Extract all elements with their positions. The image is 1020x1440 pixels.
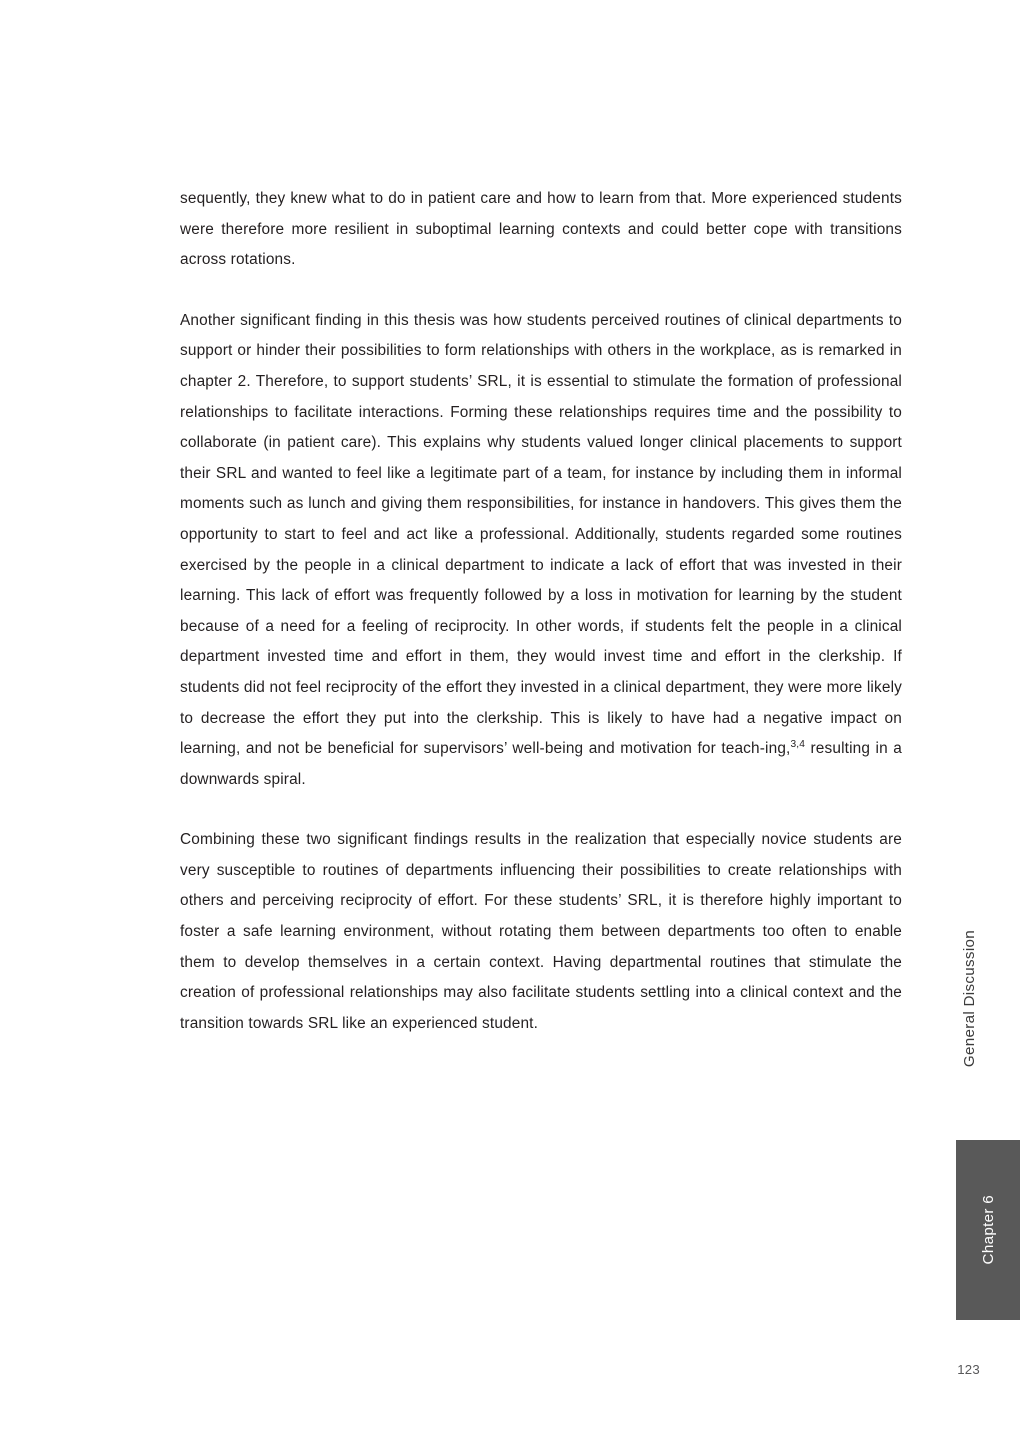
running-head-label: General Discussion <box>960 930 978 1068</box>
footnote-reference: 3,4 <box>790 738 806 750</box>
chapter-thumb-tab <box>956 1140 1020 1320</box>
running-head-vertical <box>956 930 982 1130</box>
page-number: 123 <box>957 1362 980 1377</box>
paragraph-2-body: Another significant finding in this thesis was how students perceived routines of clinical departments to support or hinder their possibilities to form relationships with others in the workplace, as is remarked in chapter 2. Therefore, to support students’ SRL, it is essential to stimulate the formation of professional relationships to facilitate interactions. Forming these relationships requires time and the possibility to collaborate (in patient care). This explains why students valued longer clinical placements to support their SRL and wanted to feel like a legitimate part of a team, for instance by including them in informal moments such as lunch and giving them responsibilities, for instance in handovers. This gives them the opportunity to start to feel and act like a professional. Additionally, students regarded some routines exercised by the people in a clinical department to indicate a lack of effort that was invested in their learning. This lack of effort was frequently followed by a loss in motivation for learning by the student because of a need for a feeling of reciprocity. In other words, if students felt the people in a clinical department invested time and effort in them, they would invest time and effort in the clerkship. If students did not feel reciprocity of the effort they invested in a clinical department, they were more likely to decrease the effort they put into the clerkship. This is likely to have had a negative impact on learning, and not be beneficial for supervisors’ well-being and motivation for teach- <box>180 311 902 758</box>
paragraph-2-lead-in: ing, <box>765 740 791 758</box>
chapter-tab-label: Chapter 6 <box>979 1195 997 1265</box>
paragraph-3: Combining these two significant findings results in the realization that especially novice students are very susceptible to routines of departments influencing their possibilities to create relationships with others and perceiving reciprocity of effort. For these students’ SRL, it is therefore highly important to foster a safe learning environment, without rotating them between departments too often to enable them to develop themselves in a certain context. Having departmental routines that stimulate the creation of professional relationships may also facilitate students settling into a clinical context and the transition towards SRL like an experienced student. <box>180 831 902 1032</box>
paragraph-1: sequently, they knew what to do in patient care and how to learn from that. More experienced students were therefore more resilient in suboptimal learning contexts and could better cope with transitions across rotations. <box>180 190 902 269</box>
paragraph-2 <box>180 306 902 796</box>
paragraph-2-tail: resulting in a downwards spiral. <box>180 740 902 788</box>
body-text-column <box>180 184 902 1039</box>
